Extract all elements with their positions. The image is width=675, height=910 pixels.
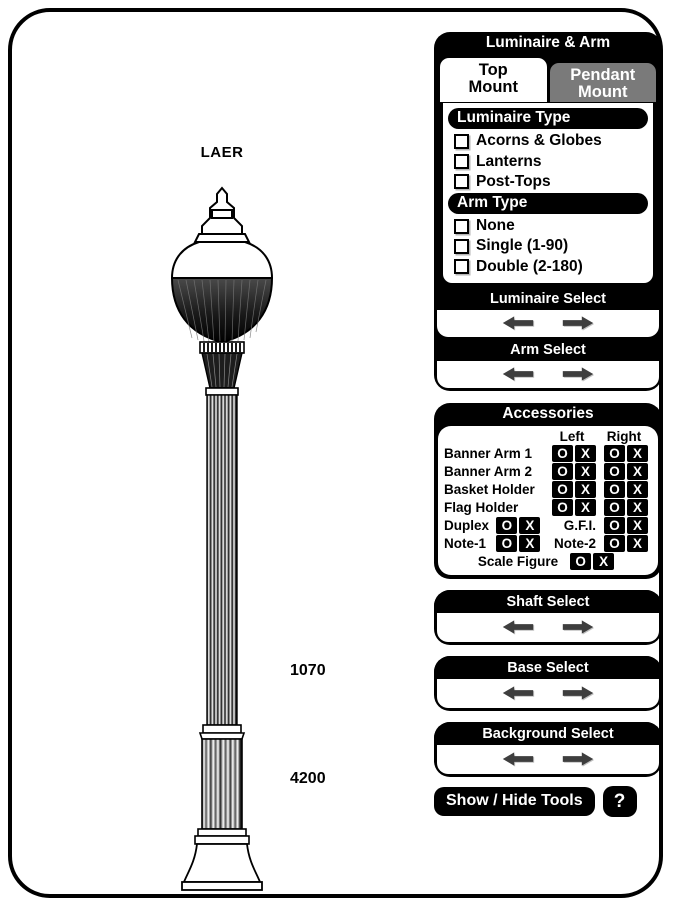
note-1-on-button[interactable]: O (496, 535, 517, 552)
luminaire-select-arrows (437, 310, 659, 337)
banner-arm-1-right-on-button[interactable]: O (604, 445, 625, 462)
banner-arm-1-left-on-button[interactable]: O (552, 445, 573, 462)
luminaire-select-next-right-arrow-icon[interactable] (559, 313, 597, 333)
duplex-off-button[interactable]: X (519, 517, 540, 534)
background-select-prev-left-arrow-icon[interactable] (499, 749, 537, 769)
lamp-post-illustration (162, 182, 282, 892)
option-acorns-globes[interactable] (448, 131, 648, 151)
control-panel-column (434, 32, 662, 817)
base-select-title: Base Select (434, 656, 662, 679)
note-2-toggle (600, 535, 652, 552)
flag-holder-right-on-button[interactable]: O (604, 499, 625, 516)
tab-pendant-mount-line1: Pendant (570, 66, 636, 85)
accessory-row-flag-holder (444, 499, 652, 516)
arm-select-next-right-arrow-icon[interactable] (559, 364, 597, 384)
base-select-next-right-arrow-icon[interactable] (559, 683, 597, 703)
accessories-panel (434, 403, 662, 579)
accessory-label-flag-holder: Flag Holder (444, 500, 519, 516)
gfi-toggle (600, 517, 652, 534)
shaft-select-panel (434, 590, 662, 645)
accessory-row-scale-figure (444, 553, 652, 570)
scale-figure-off-button[interactable]: X (593, 553, 614, 570)
checkbox-acorns-globes[interactable] (454, 134, 469, 149)
checkbox-arm-single[interactable] (454, 239, 469, 254)
option-arm-single[interactable] (448, 236, 648, 256)
accessory-label-banner-arm-1: Banner Arm 1 (444, 446, 533, 462)
accessory-row-banner-arm-1 (444, 445, 652, 462)
shaft-select-prev-left-arrow-icon[interactable] (499, 617, 537, 637)
accessory-label-gfi: G.F.I. (563, 518, 596, 534)
accessories-column-left: Left (559, 429, 585, 445)
banner-arm-2-right-on-button[interactable]: O (604, 463, 625, 480)
luminaire-and-arm-panel (434, 32, 662, 391)
checkbox-arm-double[interactable] (454, 259, 469, 274)
lamp-post-drawing-canvas[interactable] (12, 12, 432, 902)
tab-top-mount-line2: Mount (468, 78, 518, 97)
shaft-select-arrows (437, 613, 659, 642)
luminaire-and-arm-title: Luminaire & Arm (485, 34, 611, 51)
arm-select-arrows (437, 361, 659, 388)
flag-holder-left-toggle (548, 499, 600, 516)
background-select-title: Background Select (434, 722, 662, 745)
tab-top-mount[interactable] (437, 55, 550, 102)
label-arm-single: Single (1-90) (476, 237, 569, 255)
mount-type-tabs (437, 55, 659, 102)
tab-top-mount-line1: Top (478, 61, 508, 80)
tab-pendant-mount-line2: Mount (578, 83, 628, 102)
show-hide-tools-button[interactable]: Show / Hide Tools (434, 787, 595, 816)
base-select-panel (434, 656, 662, 711)
accessories-column-right: Right (606, 429, 642, 445)
gfi-on-button[interactable]: O (604, 517, 625, 534)
label-post-tops: Post-Tops (476, 172, 551, 190)
help-question-mark-button[interactable]: ? (603, 786, 637, 817)
banner-arm-2-right-toggle (600, 463, 652, 480)
accessories-column-headers (444, 429, 652, 444)
luminaire-select-prev-left-arrow-icon[interactable] (499, 313, 537, 333)
basket-holder-left-toggle (548, 481, 600, 498)
arm-select-prev-left-arrow-icon[interactable] (499, 364, 537, 384)
basket-holder-left-off-button[interactable]: X (575, 481, 596, 498)
note-2-on-button[interactable]: O (604, 535, 625, 552)
dimension-label-upper: 1070 (290, 662, 326, 679)
accessory-row-basket-holder (444, 481, 652, 498)
checkbox-arm-none[interactable] (454, 219, 469, 234)
option-arm-none[interactable] (448, 216, 648, 236)
dimension-label-lower: 4200 (290, 770, 326, 787)
accessory-label-note-1: Note-1 (444, 536, 487, 552)
option-post-tops[interactable] (448, 172, 648, 192)
flag-holder-right-toggle (600, 499, 652, 516)
flag-holder-left-off-button[interactable]: X (575, 499, 596, 516)
note-1-toggle (492, 535, 544, 552)
accessories-title: Accessories (502, 404, 594, 422)
option-lanterns[interactable] (448, 152, 648, 172)
application-frame (8, 8, 663, 898)
shaft-select-next-right-arrow-icon[interactable] (559, 617, 597, 637)
banner-arm-2-right-off-button[interactable]: X (627, 463, 648, 480)
checkbox-lanterns[interactable] (454, 154, 469, 169)
luminaire-select-title: Luminaire Select (434, 289, 662, 310)
luminaire-type-heading: Luminaire Type (448, 108, 648, 129)
accessory-row-note1-note2 (444, 535, 652, 552)
luminaire-arm-options-card (440, 100, 656, 286)
banner-arm-1-left-toggle (548, 445, 600, 462)
arm-select-title: Arm Select (434, 340, 662, 361)
accessory-label-banner-arm-2: Banner Arm 2 (444, 464, 533, 480)
flag-holder-right-off-button[interactable]: X (627, 499, 648, 516)
background-select-arrows (437, 745, 659, 774)
banner-arm-1-right-off-button[interactable]: X (627, 445, 648, 462)
base-select-prev-left-arrow-icon[interactable] (499, 683, 537, 703)
basket-holder-right-off-button[interactable]: X (627, 481, 648, 498)
flag-holder-left-on-button[interactable]: O (552, 499, 573, 516)
tab-pendant-mount[interactable] (547, 60, 660, 102)
banner-arm-2-left-on-button[interactable]: O (552, 463, 573, 480)
checkbox-post-tops[interactable] (454, 174, 469, 189)
accessory-label-scale-figure: Scale Figure (477, 554, 559, 570)
shaft-select-title: Shaft Select (434, 590, 662, 613)
banner-arm-1-left-off-button[interactable]: X (575, 445, 596, 462)
base-select-arrows (437, 679, 659, 708)
basket-holder-right-on-button[interactable]: O (604, 481, 625, 498)
label-acorns-globes: Acorns & Globes (476, 132, 602, 150)
basket-holder-right-toggle (600, 481, 652, 498)
label-arm-none: None (476, 217, 515, 235)
scale-figure-toggle (566, 553, 618, 570)
accessory-row-banner-arm-2 (444, 463, 652, 480)
scale-figure-on-button[interactable]: O (570, 553, 591, 570)
label-lanterns: Lanterns (476, 152, 542, 170)
accessories-body (438, 426, 658, 575)
label-arm-double: Double (2-180) (476, 257, 583, 275)
accessory-row-duplex-gfi (444, 517, 652, 534)
option-arm-double[interactable] (448, 257, 648, 277)
arm-type-heading: Arm Type (448, 193, 648, 214)
pole-model-label: LAER (200, 144, 244, 161)
banner-arm-1-right-toggle (600, 445, 652, 462)
banner-arm-2-left-off-button[interactable]: X (575, 463, 596, 480)
duplex-on-button[interactable]: O (496, 517, 517, 534)
background-select-panel (434, 722, 662, 777)
note-1-off-button[interactable]: X (519, 535, 540, 552)
basket-holder-left-on-button[interactable]: O (552, 481, 573, 498)
note-2-off-button[interactable]: X (627, 535, 648, 552)
accessory-label-note-2: Note-2 (553, 536, 596, 552)
background-select-next-right-arrow-icon[interactable] (559, 749, 597, 769)
accessory-label-basket-holder: Basket Holder (444, 482, 535, 498)
gfi-off-button[interactable]: X (627, 517, 648, 534)
footer-toolbar (434, 786, 662, 817)
banner-arm-2-left-toggle (548, 463, 600, 480)
duplex-toggle (492, 517, 544, 534)
accessory-label-duplex: Duplex (444, 518, 490, 534)
